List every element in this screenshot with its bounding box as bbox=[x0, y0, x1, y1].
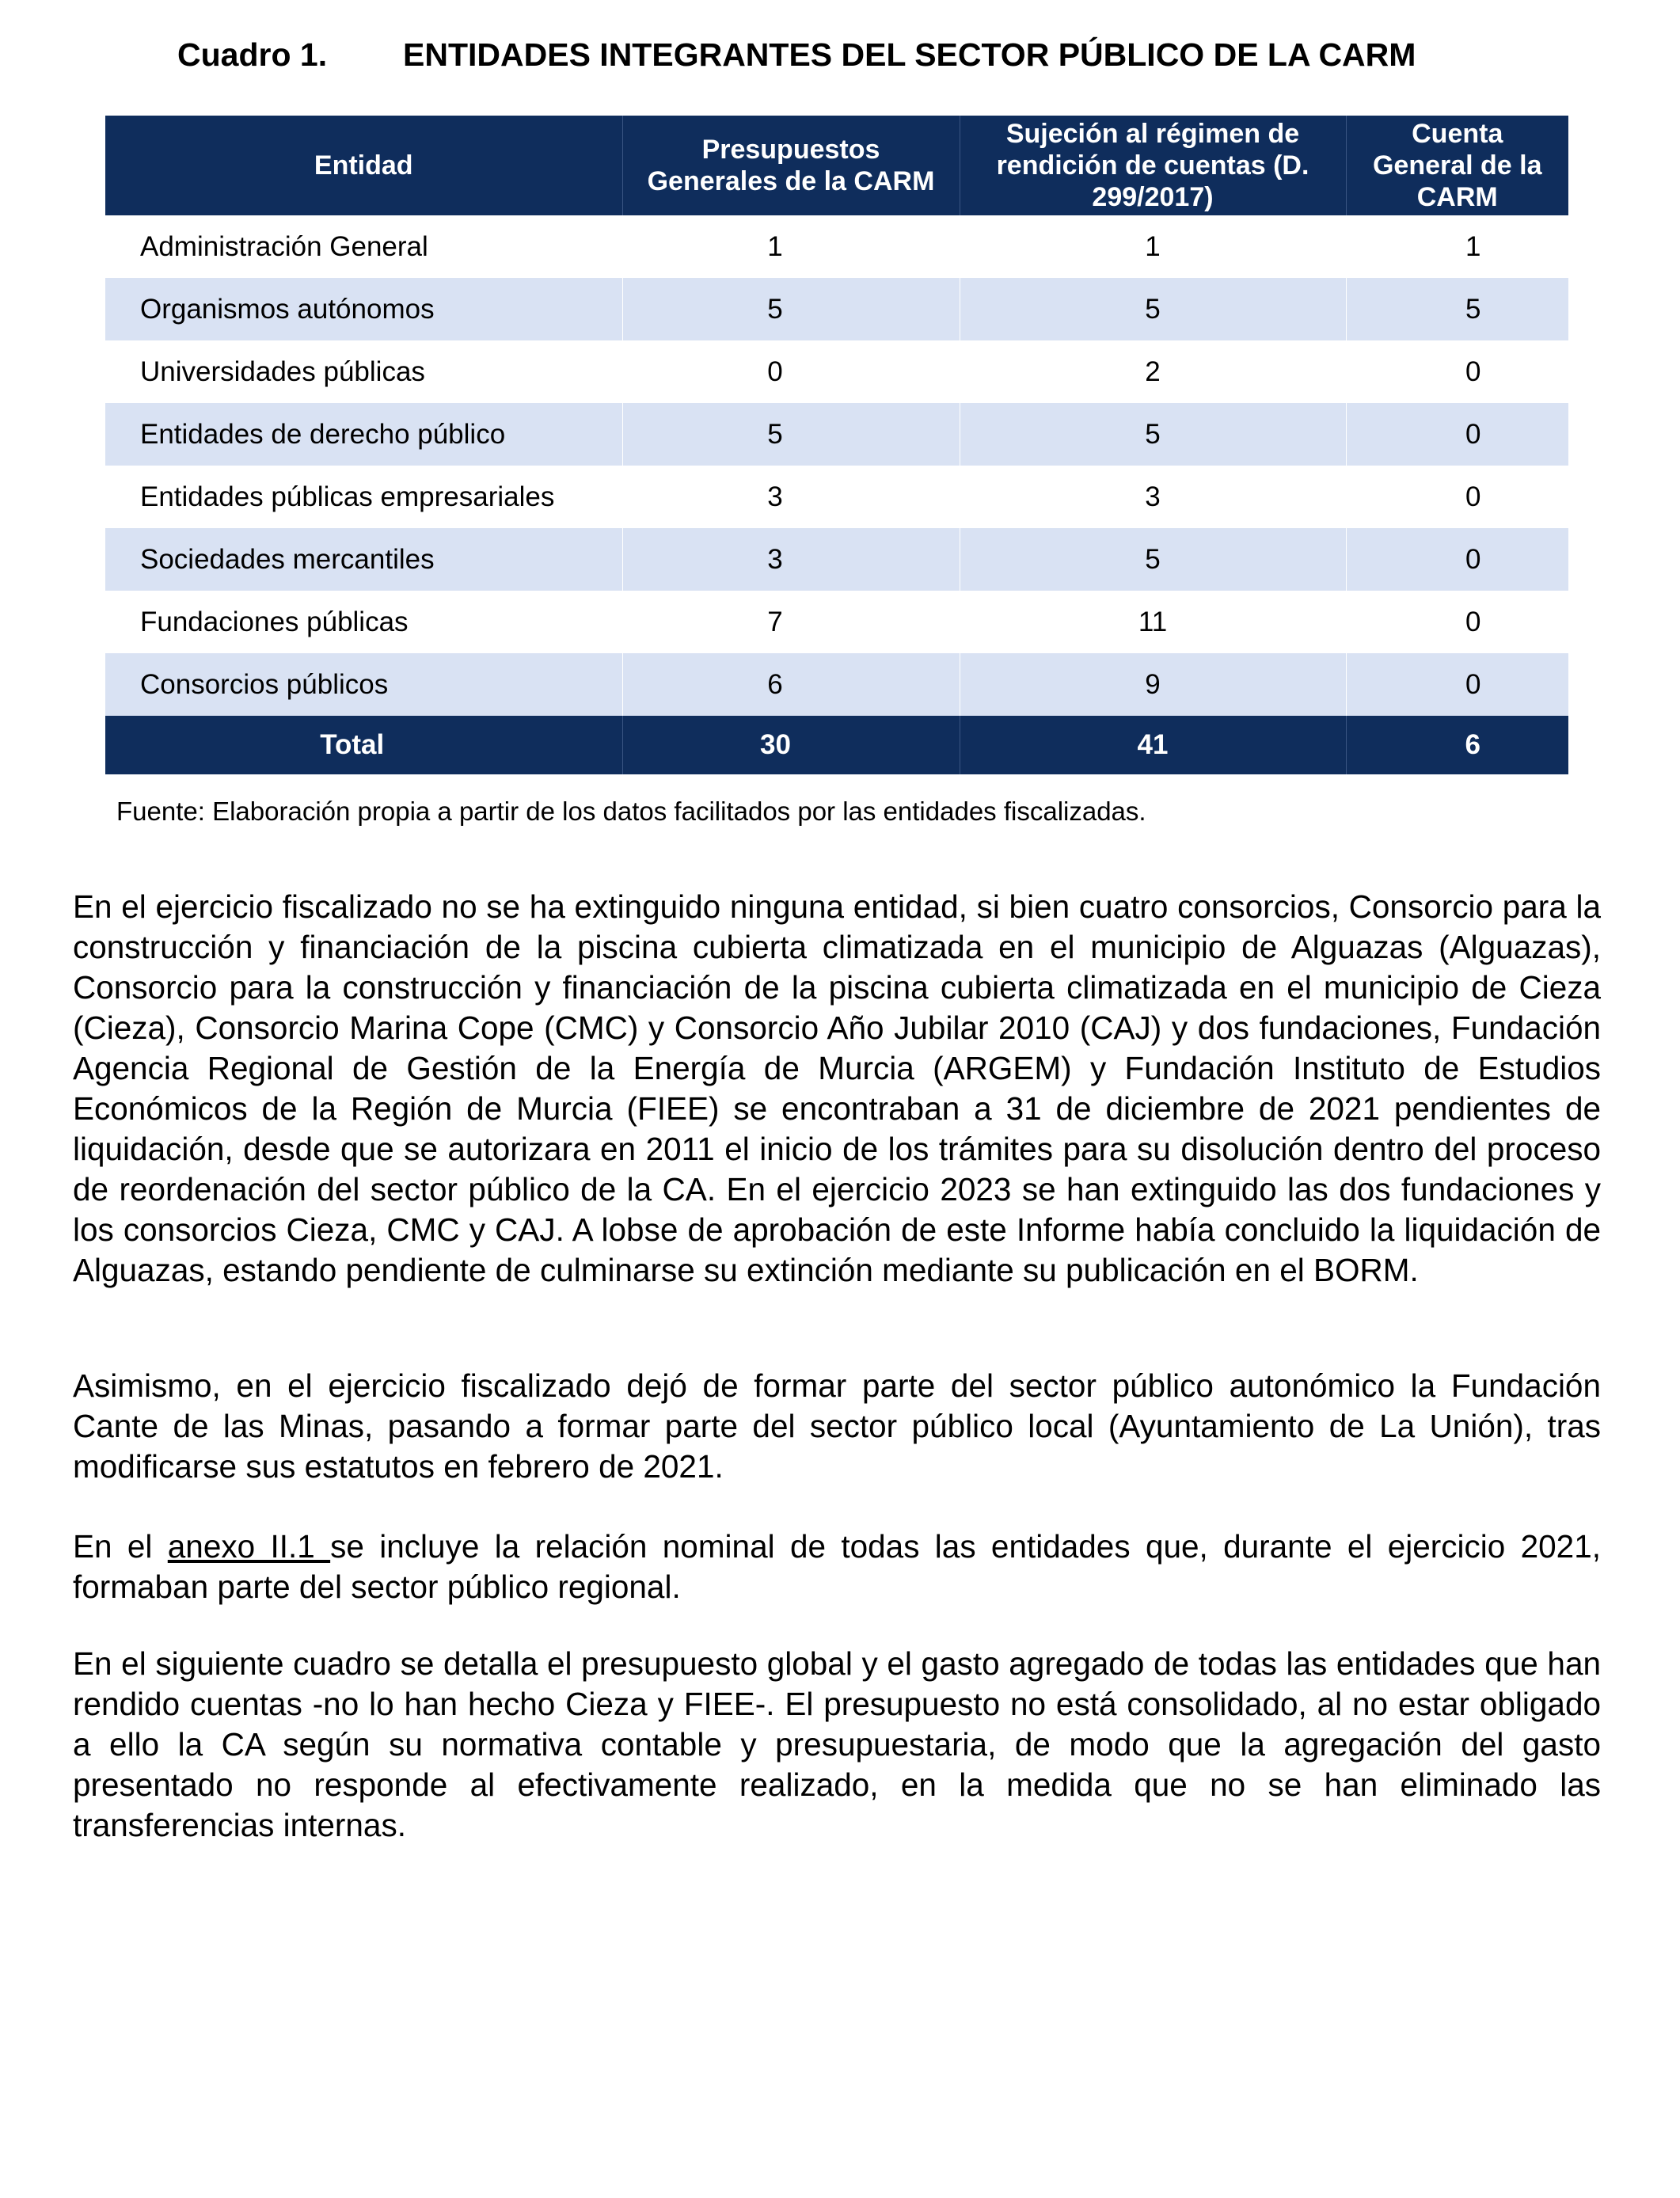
paragraph-cante-minas: Asimismo, en el ejercicio fiscalizado dejó de formar parte del sector público autonómico la Fundación Cante de las Minas, pasando a formar parte del sector público local (Ayuntamiento de La Unión), tras modificarse sus estatutos en febrero de 2021. bbox=[73, 1367, 1601, 1485]
cell-presupuestos: 7 bbox=[622, 591, 960, 653]
cell-cuenta-general: 1 bbox=[1346, 215, 1568, 278]
table-row bbox=[105, 278, 1568, 340]
row-label: Organismos autónomos bbox=[105, 278, 622, 340]
table-total bbox=[105, 716, 1568, 774]
total-sujecion: 41 bbox=[960, 716, 1346, 774]
row-label: Entidades públicas empresariales bbox=[105, 466, 622, 528]
cell-cuenta-general: 0 bbox=[1346, 466, 1568, 528]
table-caption bbox=[177, 36, 1416, 74]
cell-sujecion: 5 bbox=[960, 278, 1346, 340]
cell-presupuestos: 6 bbox=[622, 653, 960, 716]
total-presupuestos: 30 bbox=[622, 716, 960, 774]
cell-presupuestos: 5 bbox=[622, 278, 960, 340]
total-cuenta-general: 6 bbox=[1346, 716, 1568, 774]
cell-cuenta-general: 0 bbox=[1346, 653, 1568, 716]
paragraph-annex-reference bbox=[73, 1527, 1601, 1607]
cell-presupuestos: 1 bbox=[622, 215, 960, 278]
row-label: Consorcios públicos bbox=[105, 653, 622, 716]
header-presupuestos: Presupuestos Generales de la CARM bbox=[622, 116, 960, 215]
cell-sujecion: 2 bbox=[960, 340, 1346, 403]
caption-number: Cuadro 1. bbox=[177, 36, 328, 73]
table-row bbox=[105, 653, 1568, 716]
cell-cuenta-general: 0 bbox=[1346, 528, 1568, 591]
cell-sujecion: 5 bbox=[960, 528, 1346, 591]
header-sujecion: Sujeción al régimen de rendición de cuentas (D. 299/2017) bbox=[960, 116, 1346, 215]
caption-title: ENTIDADES INTEGRANTES DEL SECTOR PÚBLICO DE LA CARM bbox=[403, 36, 1416, 73]
cell-presupuestos: 0 bbox=[622, 340, 960, 403]
cell-presupuestos: 3 bbox=[622, 528, 960, 591]
cell-sujecion: 3 bbox=[960, 466, 1346, 528]
cell-presupuestos: 3 bbox=[622, 466, 960, 528]
table-row bbox=[105, 466, 1568, 528]
total-label: Total bbox=[105, 716, 622, 774]
cell-cuenta-general: 0 bbox=[1346, 403, 1568, 466]
row-label: Entidades de derecho público bbox=[105, 403, 622, 466]
cell-cuenta-general: 0 bbox=[1346, 340, 1568, 403]
cell-sujecion: 11 bbox=[960, 591, 1346, 653]
row-label: Fundaciones públicas bbox=[105, 591, 622, 653]
cell-presupuestos: 5 bbox=[622, 403, 960, 466]
paragraph-annex-text-start: En el bbox=[73, 1528, 168, 1565]
table-row bbox=[105, 591, 1568, 653]
cell-cuenta-general: 0 bbox=[1346, 591, 1568, 653]
table-body bbox=[105, 215, 1568, 716]
entities-table bbox=[105, 116, 1568, 774]
row-label: Universidades públicas bbox=[105, 340, 622, 403]
paragraph-annex-text-end: se incluye la relación nominal de todas las entidades que, durante el ejercicio 2021, formaban parte del sector público regional. bbox=[73, 1528, 1601, 1605]
table-row bbox=[105, 215, 1568, 278]
paragraph-extinctions: En el ejercicio fiscalizado no se ha extinguido ninguna entidad, si bien cuatro consorcios, Consorcio para la construcción y financiación de la piscina cubierta climatizada en el municipio de Alguazas (Alguazas), Consorcio para la construcción y financiación de la piscina cubierta climatizada en el municipio de Cieza (Cieza), Consorcio Marina Cope (CMC) y Consorcio Año Jubilar 2010 (CAJ) y dos fundaciones, Fundación Agencia Regional de Gestión de la Energía de Murcia (ARGEM) y Fundación Instituto de Estudios Económicos de la Región de Murcia (FIEE) se encontraban a 31 de diciembre de 2021 pendientes de liquidación, desde que se autorizara en 2011 el inicio de los trámites para su disolución dentro del proceso de reordenación del sector público de la CA. En el ejercicio 2023 se han extinguido las dos fundaciones y los consorcios Cieza, CMC y CAJ. A lobse de aprobación de este Informe había concluido la liquidación de Alguazas, estando pendiente de culminarse su extinción mediante su publicación en el BORM. bbox=[73, 888, 1601, 1288]
table-row bbox=[105, 340, 1568, 403]
annex-link[interactable]: anexo II.1 bbox=[167, 1528, 331, 1565]
table-header bbox=[105, 116, 1568, 215]
cell-sujecion: 1 bbox=[960, 215, 1346, 278]
table-row bbox=[105, 528, 1568, 591]
header-entidad: Entidad bbox=[105, 116, 622, 215]
header-cuenta-general: Cuenta General de la CARM bbox=[1346, 116, 1568, 215]
table-row bbox=[105, 403, 1568, 466]
paragraph-budget-summary: En el siguiente cuadro se detalla el presupuesto global y el gasto agregado de todas las entidades que han rendido cuentas -no lo han hecho Cieza y FIEE-. El presupuesto no está consolidado, al no estar obligado a ello la CA según su normativa contable y presupuestaria, de modo que la agregación del gasto presentado no responde al efectivamente realizado, en la medida que no se han eliminado las transferencias internas. bbox=[73, 1645, 1601, 1843]
row-label: Sociedades mercantiles bbox=[105, 528, 622, 591]
row-label: Administración General bbox=[105, 215, 622, 278]
total-row bbox=[105, 716, 1568, 774]
cell-sujecion: 9 bbox=[960, 653, 1346, 716]
cell-cuenta-general: 5 bbox=[1346, 278, 1568, 340]
table-source-note: Fuente: Elaboración propia a partir de los datos facilitados por las entidades fiscalizadas. bbox=[116, 797, 1146, 826]
cell-sujecion: 5 bbox=[960, 403, 1346, 466]
